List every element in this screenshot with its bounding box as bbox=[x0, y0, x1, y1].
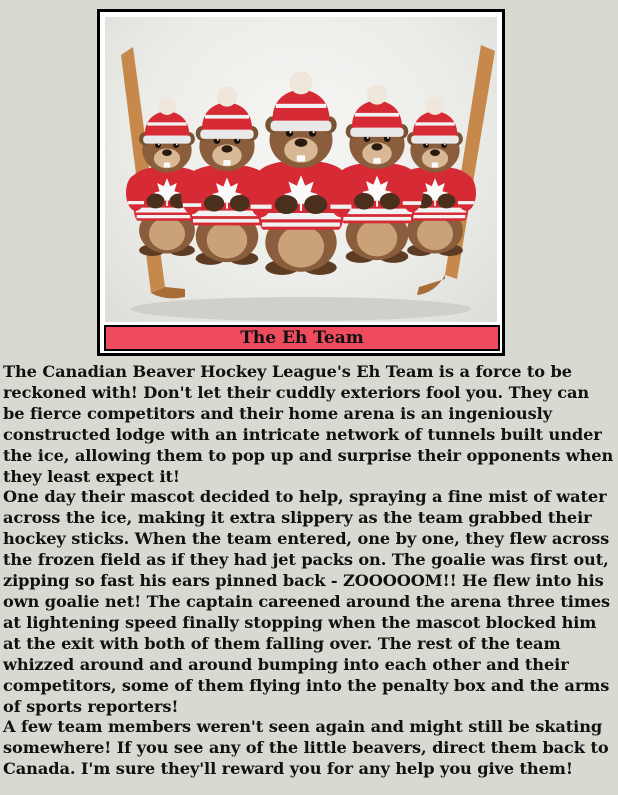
beaver-hockey-team-illustration-icon bbox=[105, 17, 497, 322]
beaver-team-illustration bbox=[105, 17, 497, 322]
image-caption: The Eh Team bbox=[104, 325, 500, 351]
story-paragraph: A few team members weren't seen again and might still be skating somewhere! If you see any of the little beavers, direct them back to Canada. I'm sure they'll reward you for any help you give them! bbox=[3, 717, 609, 779]
image-frame bbox=[97, 9, 505, 356]
story-paragraph: One day their mascot decided to help, spraying a fine mist of water across the ice, making it extra slippery as the team grabbed their hockey sticks. When the team entered, one by one, they flew across the frozen field as if they had jet packs on. The goalie was first out, zipping so fast his ears pinned back - ZOOOOOM!! He flew into his own goalie net! The captain careened around the arena three times at lightening speed finally stopping when the mascot blocked him at the exit with both of them falling over. The rest of the team whizzed around and around bumping into each other and their competitors, some of them flying into the penalty box and the arms of sports reporters! bbox=[3, 487, 611, 716]
story-paragraph: The Canadian Beaver Hockey League's Eh Team is a force to be reckoned with! Don't let their cuddly exteriors fool you. They can be fierce competitors and their home arena is an ingeniously constructed lodge with an intricate network of tunnels built under the ice, allowing them to pop up and surprise their opponents when they least expect it! bbox=[3, 362, 614, 486]
story-text bbox=[3, 362, 616, 780]
